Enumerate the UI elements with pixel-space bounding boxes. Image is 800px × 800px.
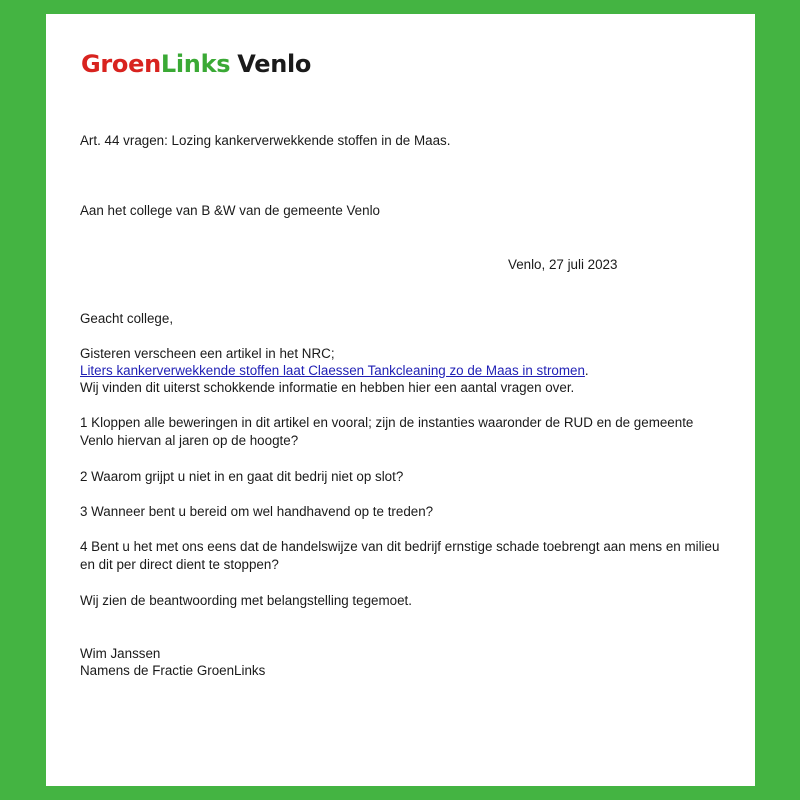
logo-part-links: Links [160, 50, 231, 78]
letter-subject: Art. 44 vragen: Lozing kankerverwekkende stoffen in de Maas. [80, 133, 451, 148]
closing-sentence: Wij zien de beantwoording met belangstelling tegemoet. [80, 593, 412, 608]
logo-part-groen: Groen [81, 50, 161, 78]
question-1: 1 Kloppen alle beweringen in dit artikel en vooral; zijn de instanties waaronder de RUD en de gemeente Venlo hiervan al jaren op de hoogte? [80, 415, 694, 448]
letter-date: Venlo, 27 juli 2023 [508, 257, 618, 272]
nrc-article-link[interactable]: Liters kankerverwekkende stoffen laat Claessen Tankcleaning zo de Maas in stromen [80, 363, 585, 378]
signature-role: Namens de Fractie GroenLinks [80, 663, 266, 678]
logo-part-venlo: Venlo [237, 50, 312, 78]
question-3: 3 Wanneer bent u bereid om wel handhavend op te treden? [80, 504, 434, 519]
article-link-line [80, 362, 589, 380]
question-2: 2 Waarom grijpt u niet in en gaat dit bedrij niet op slot? [80, 469, 404, 484]
letter-salutation: Geacht college, [80, 311, 174, 326]
intro-followup: Wij vinden dit uiterst schokkende informatie en hebben hier een aantal vragen over. [80, 380, 575, 395]
intro-line: Gisteren verscheen een artikel in het NRC; [80, 346, 335, 361]
question-4: 4 Bent u het met ons eens dat de handelswijze van dit bedrijf ernstige schade toebrengt aan mens en milieu en dit per direct dient te stoppen? [80, 539, 720, 572]
signature-name: Wim Janssen [80, 646, 161, 661]
letter-addressee: Aan het college van B &W van de gemeente Venlo [80, 203, 381, 218]
letter-page [46, 14, 755, 786]
link-suffix: . [584, 363, 589, 378]
groenlinks-venlo-logo [81, 50, 311, 78]
